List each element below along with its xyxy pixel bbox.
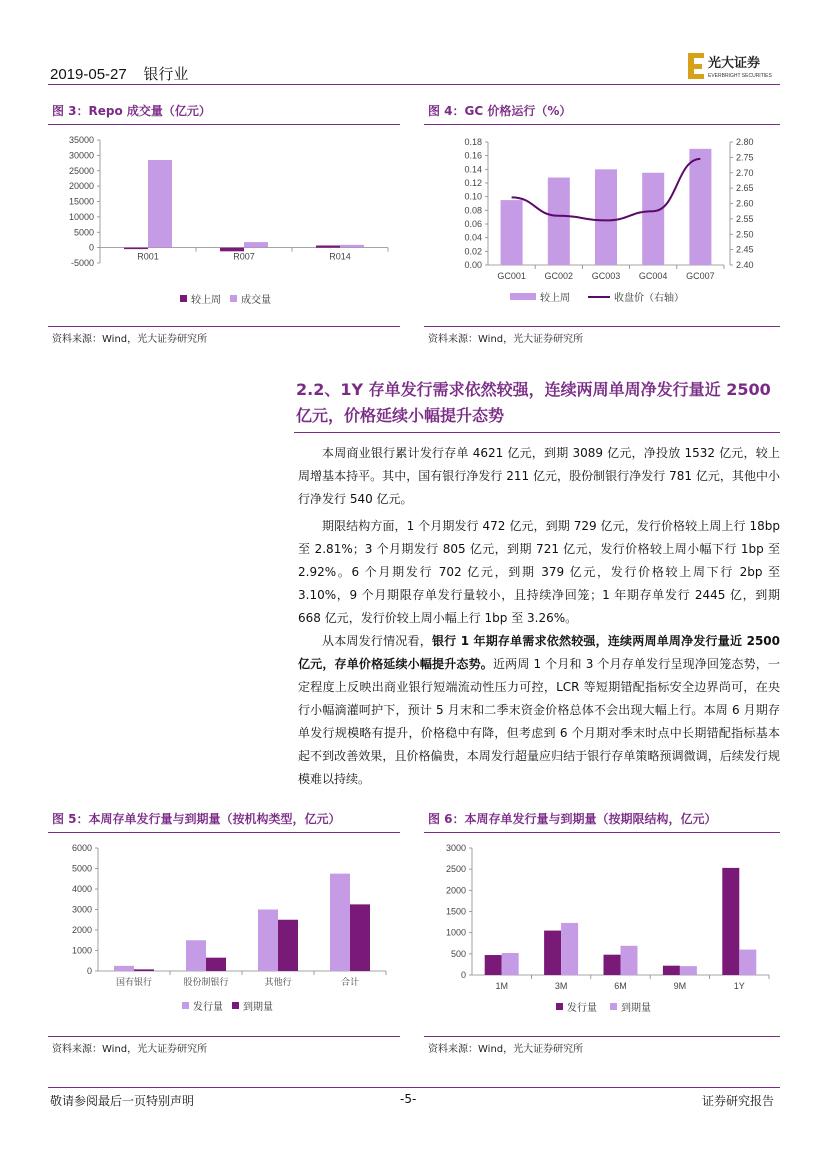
legend-swatch (556, 1003, 563, 1010)
page-number: -5- (400, 1092, 417, 1106)
y-tick-label: 2000 (71, 925, 92, 935)
legend-swatch (232, 1002, 239, 1009)
report-date: 2019-05-27 (50, 66, 127, 83)
bar (114, 966, 134, 971)
fig6-title-rule (424, 832, 780, 833)
bar (278, 920, 298, 971)
y2-tick-label: 2.50 (736, 229, 754, 240)
bar (258, 910, 278, 972)
x-tick-label: GC002 (544, 271, 574, 281)
y-tick-label: 5000 (73, 227, 94, 238)
y-tick-label: 1500 (445, 906, 466, 917)
y-tick-label: 0.08 (464, 205, 482, 216)
bar (186, 940, 206, 971)
bar (663, 966, 680, 975)
bar (561, 923, 578, 975)
x-tick-label: R001 (137, 251, 159, 262)
bar (548, 178, 570, 265)
x-tick-label: 国有银行 (115, 977, 153, 987)
legend-label: 到期量 (243, 1002, 273, 1013)
section-title-rule (294, 432, 780, 433)
bar (722, 868, 739, 975)
x-tick-label: 3M (554, 981, 568, 991)
x-tick-label: 其他行 (264, 977, 292, 987)
fig5-source: 资料来源：Wind，光大证券研究所 (52, 1044, 208, 1055)
bar (642, 173, 664, 265)
y2-tick-label: 2.65 (736, 183, 754, 194)
y-tick-label: 0.16 (464, 150, 482, 161)
legend-label: 发行量 (567, 1003, 597, 1014)
y-tick-label: 0.18 (464, 137, 482, 147)
paragraph-3 (298, 630, 780, 791)
x-tick-label: R014 (329, 251, 351, 262)
fig4-chart (424, 128, 780, 320)
y-tick-label: 10000 (68, 211, 94, 222)
legend-swatch (180, 295, 187, 302)
y-tick-label: 5000 (71, 863, 92, 874)
y-tick-label: 15000 (68, 196, 94, 207)
x-tick-label: GC003 (591, 271, 621, 281)
bar (148, 160, 172, 248)
fig5-title-rule (48, 832, 400, 833)
bar (689, 149, 711, 265)
legend-swatch (182, 1002, 189, 1009)
fig3-source: 资料来源：Wind，光大证券研究所 (52, 334, 208, 345)
x-tick-label: 股份制银行 (183, 977, 229, 987)
y-tick-label: 30000 (68, 150, 94, 161)
paragraph-3-body: 近两周 1 个月和 3 个月存单发行呈现净回笼态势，一定程度上反映出商业银行短端流动性压力可控，LCR 等短期错配指标安全边界尚可，在央行小幅滴灌呵护下，预计 5 月末和二季末资金价格总体不会出现大幅上行。本周 6 月期存单发行规模略有提升，价格稳中有降，但考虑到 6 个月期对季末时点中长期错配指标基本起不到改善效果，且价格偏贵，本周发行超量应归结于银行存单策略预调微调，后续发行规模难以持续。 (298, 657, 780, 786)
section-title: 2.2、1Y 存单发行需求依然较强，连续两周单周净发行量近 2500 亿元，价格延续小幅提升态势 (296, 380, 771, 425)
bar (206, 958, 226, 971)
everbright-logo (688, 50, 782, 82)
y-tick-label: 20000 (68, 181, 94, 192)
y-tick-label: 3000 (445, 843, 466, 853)
y-tick-label: 0.00 (464, 260, 482, 270)
bar (340, 245, 364, 248)
legend-swatch (610, 1003, 617, 1010)
y-tick-label: 2500 (445, 864, 466, 875)
y-tick-label: 0.06 (464, 219, 482, 229)
y2-tick-label: 2.60 (736, 198, 754, 209)
x-tick-label: 6M (614, 981, 627, 991)
y2-tick-label: 2.45 (736, 244, 754, 255)
bar (330, 874, 350, 971)
y-tick-label: 3000 (71, 904, 92, 915)
bar (124, 248, 148, 250)
legend-swatch (230, 295, 237, 302)
fig3-title-rule (48, 124, 400, 125)
fig6-source: 资料来源：Wind，光大证券研究所 (428, 1044, 584, 1055)
y2-tick-label: 2.75 (736, 152, 754, 163)
y-tick-label: 35000 (68, 135, 94, 145)
fig3-source-rule (48, 326, 400, 327)
y-tick-label: 2000 (445, 885, 466, 896)
report-date-industry (50, 63, 188, 84)
fig6-title: 图 6：本周存单发行量与到期量（按期限结构，亿元） (428, 812, 717, 826)
x-tick-label: 9M (673, 981, 687, 991)
paragraph-1: 本周商业银行累计发行存单 4621 亿元，到期 3089 亿元，净投放 1532 亿元，较上周增基本持平。其中，国有银行净发行 211 亿元，股份制银行净发行 781 亿元，其他中小行净发行 540 亿元。 (298, 446, 780, 506)
x-tick-label: GC007 (686, 271, 715, 281)
bar (544, 931, 561, 975)
legend-label: 到期量 (621, 1003, 651, 1014)
fig6-source-rule (424, 1036, 780, 1037)
y-tick-label: 0.10 (464, 191, 482, 202)
fig5-chart (48, 836, 400, 1028)
bar (595, 169, 617, 265)
y2-tick-label: 2.55 (736, 213, 754, 224)
svg-text:EVERBRIGHT SECURITIES: EVERBRIGHT SECURITIES (708, 73, 772, 79)
y-tick-label: 4000 (71, 884, 92, 894)
x-tick-label: 合计 (340, 977, 360, 987)
x-tick-label: GC001 (497, 271, 526, 281)
fig4-source-rule (424, 326, 780, 327)
legend-label: 发行量 (193, 1002, 223, 1013)
header-divider (48, 84, 780, 85)
bar (621, 946, 638, 975)
y-tick-label: 1000 (445, 927, 466, 938)
fig6-chart (424, 836, 780, 1028)
fig5-title: 图 5：本周存单发行量与到期量（按机构类型，亿元） (52, 812, 341, 826)
y-tick-label: -5000 (70, 258, 94, 268)
bar (485, 955, 502, 975)
y-tick-label: 6000 (71, 843, 92, 853)
y-tick-label: 25000 (68, 165, 94, 176)
fig4-source: 资料来源：Wind，光大证券研究所 (428, 334, 584, 345)
legend-label: 较上周 (191, 295, 221, 306)
paragraph-3-emphasis: 银行 1 年期存单需求依然较强，连续两周单周净发行量近 2500 亿元，存单价格延续小幅提升态势。 (298, 634, 780, 671)
paragraph-2: 期限结构方面，1 个月期发行 472 亿元，到期 729 亿元，发行价格较上周上行 18bp 至 2.81%；3 个月期发行 805 亿元，到期 721 亿元，发行价格较上周小幅下行 1bp 至 2.92%。6 个月期发行 702 亿元，到期 379 亿元，发行价格较上周下行 2bp 至 3.10%，9 个月期限存单发行量较小，且持续净回笼；1 年期存单发行 2445 亿，到期 668 亿元，发行价较上周小幅上行 1bp 至 3.26%。 (298, 519, 780, 625)
fig3-chart (48, 128, 400, 320)
y2-tick-label: 2.70 (736, 167, 754, 178)
legend-label: 收盘价（右轴） (614, 293, 684, 304)
legend-swatch (510, 293, 536, 300)
bar (680, 966, 697, 975)
bar (220, 248, 244, 252)
y-tick-label: 0.14 (464, 164, 482, 175)
y2-tick-label: 2.40 (736, 260, 754, 270)
fig5-source-rule (48, 1036, 400, 1037)
fig4-title-rule (424, 124, 780, 125)
paragraph-3-lead: 从本周发行情况看， (322, 634, 432, 648)
x-tick-label: 1M (495, 981, 508, 991)
footer-disclaimer: 敬请参阅最后一页特别声明 (50, 1094, 195, 1108)
y-tick-label: 500 (450, 948, 466, 959)
svg-text:光大证券: 光大证券 (708, 56, 761, 71)
bar (739, 950, 756, 975)
y2-tick-label: 2.80 (736, 137, 754, 147)
footer-report-type: 证券研究报告 (702, 1094, 775, 1108)
fig3-title: 图 3：Repo 成交量（亿元） (52, 104, 211, 118)
y-tick-label: 0 (460, 970, 466, 980)
legend-label: 较上周 (540, 293, 570, 304)
x-tick-label: 1Y (733, 981, 745, 991)
industry-label: 银行业 (143, 66, 189, 83)
bar (316, 245, 340, 247)
fig4-title: 图 4：GC 价格运行（%） (428, 104, 572, 118)
bar (501, 200, 523, 265)
bar (604, 955, 621, 975)
bar (502, 953, 519, 975)
y-tick-label: 0 (88, 242, 94, 253)
y-tick-label: 0.04 (464, 232, 482, 243)
footer-divider (48, 1087, 780, 1088)
x-tick-label: GC004 (638, 271, 668, 281)
bar (350, 904, 370, 971)
bar (244, 242, 268, 248)
y-tick-label: 0 (86, 966, 92, 976)
x-tick-label: R007 (233, 251, 255, 262)
bar (134, 969, 154, 971)
y-tick-label: 0.12 (464, 178, 482, 188)
legend-label: 成交量 (241, 295, 271, 306)
y-tick-label: 0.02 (464, 246, 482, 257)
y-tick-label: 1000 (71, 945, 92, 956)
